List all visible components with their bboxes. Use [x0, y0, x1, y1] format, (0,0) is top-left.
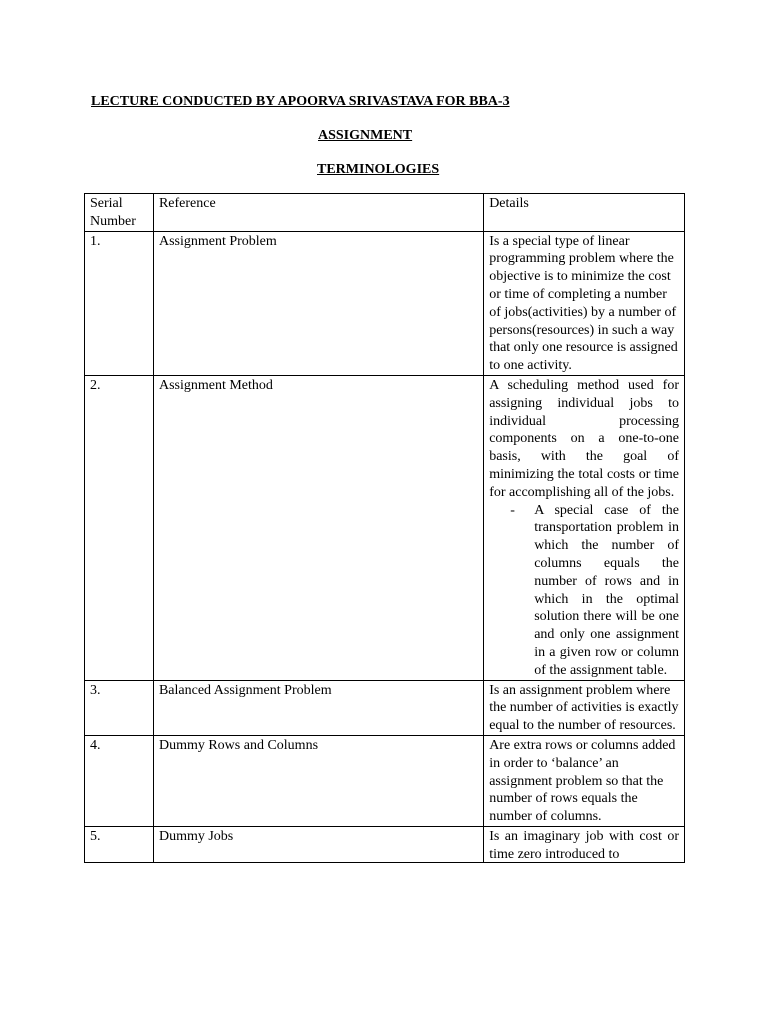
header-reference: Reference: [153, 194, 483, 232]
row-serial: 5.: [85, 826, 154, 862]
table-row: [85, 735, 685, 826]
row-reference: Dummy Rows and Columns: [153, 735, 483, 826]
terminology-table: [84, 193, 685, 863]
row-reference: Assignment Method: [153, 375, 483, 680]
row-details: Is a special type of linear programming problem where the objective is to minimize the cost or time of completing a number of jobs(activities) by a number of persons(resources) in such a way that only one resource is assigned to one activity.: [484, 231, 685, 375]
table-row: [85, 680, 685, 735]
bullet-item: [489, 502, 679, 680]
table-header-row: [85, 194, 685, 232]
row-serial: 4.: [85, 735, 154, 826]
bullet-marker-wrap: [489, 502, 534, 680]
row-details: [484, 375, 685, 680]
details-text: Is an imaginary job with cost or time zero introduced to: [489, 828, 679, 862]
table-row: [85, 375, 685, 680]
header-details: Details: [484, 194, 685, 232]
bullet-text: A special case of the transportation problem in which the number of columns equals the number of rows and in which in the optimal solution there will be one and only one assignment in a given row or column of the assignment table.: [534, 502, 679, 678]
section-title: ASSIGNMENT: [318, 128, 413, 143]
bullet-marker: -: [510, 502, 515, 518]
row-serial: 1.: [85, 231, 154, 375]
header-serial-number: Serial Number: [85, 194, 154, 232]
document-title: LECTURE CONDUCTED BY APOORVA SRIVASTAVA FOR BBA-3: [91, 94, 510, 109]
row-details: Is an assignment problem where the number of activities is exactly equal to the number of resources.: [484, 680, 685, 735]
subsection-title: TERMINOLOGIES: [317, 162, 440, 177]
row-reference: Balanced Assignment Problem: [153, 680, 483, 735]
table-row: [85, 826, 685, 862]
details-text: A scheduling method used for assigning individual jobs to individual processing components on a one-to-one basis, with the goal of minimizing the total costs or time for accomplishing all of the jobs.: [489, 377, 679, 500]
row-details: Are extra rows or columns added in order to ‘balance’ an assignment problem so that the number of rows equals the number of columns.: [484, 735, 685, 826]
row-serial: 3.: [85, 680, 154, 735]
row-reference: Dummy Jobs: [153, 826, 483, 862]
table-row: [85, 231, 685, 375]
row-reference: Assignment Problem: [153, 231, 483, 375]
row-serial: 2.: [85, 375, 154, 680]
row-details: [484, 826, 685, 862]
